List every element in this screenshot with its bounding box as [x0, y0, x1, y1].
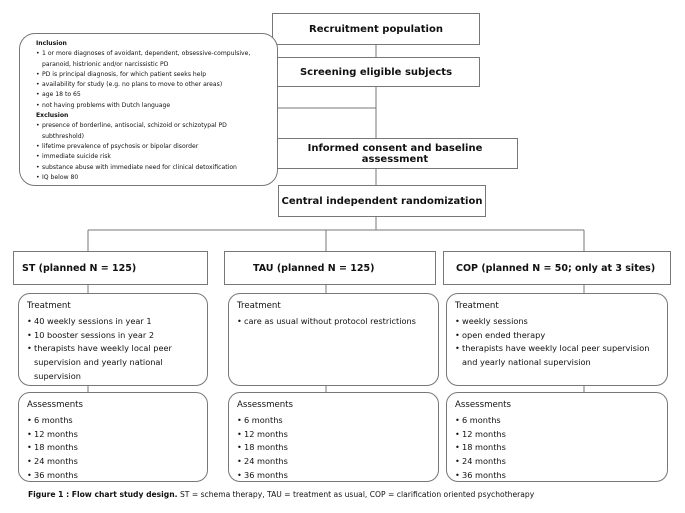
treatment-item: • therapists have weekly local peer supervision and yearly national supervision	[27, 342, 199, 383]
inclusion-heading: Inclusion	[36, 40, 67, 47]
assessment-item: • 36 months	[27, 469, 199, 483]
arm-cop-header	[443, 251, 671, 285]
assessment-item: • 6 months	[455, 414, 659, 428]
arm-cop-treatment-header: Treatment	[455, 301, 499, 311]
exclusion-item: • lifetime prevalence of psychosis or bipolar disorder	[36, 142, 269, 152]
arm-cop-assessments-header: Assessments	[455, 400, 512, 410]
arm-tau-treatment-header: Treatment	[237, 301, 281, 311]
inclusion-item: • availability for study (e.g. no plans to move to other areas)	[36, 80, 269, 90]
arm-cop-assessments-list	[455, 414, 659, 483]
exclusion-item: • substance abuse with immediate need for clinical detoxification	[36, 163, 269, 173]
assessment-item: • 12 months	[237, 428, 430, 442]
recruitment-label: Recruitment population	[309, 23, 443, 35]
arm-cop-treatment-box	[446, 293, 668, 386]
screening-box	[272, 57, 480, 87]
assessment-item: • 24 months	[27, 455, 199, 469]
arm-tau-assessments-header: Assessments	[237, 400, 294, 410]
recruitment-box	[272, 13, 480, 45]
inclusion-item: • not having problems with Dutch language	[36, 101, 269, 111]
randomization-label: Central independent randomization	[281, 195, 483, 207]
assessment-item: • 12 months	[455, 428, 659, 442]
exclusion-item: • immediate suicide risk	[36, 152, 269, 162]
treatment-item: • 40 weekly sessions in year 1	[27, 315, 199, 329]
screening-label: Screening eligible subjects	[299, 66, 453, 78]
inclusion-item: • age 18 to 65	[36, 90, 269, 100]
treatment-item: • care as usual without protocol restrictions	[237, 315, 430, 329]
arm-cop-assessments-box	[446, 392, 668, 482]
arm-cop-title: COP (planned N = 50; only at 3 sites)	[456, 262, 656, 274]
exclusion-heading: Exclusion	[36, 112, 69, 120]
caption-text: ST = schema therapy, TAU = treatment as usual, COP = clarification oriented psychotherapy	[177, 490, 535, 499]
inclusion-item: • 1 or more diagnoses of avoidant, dependent, obsessive-compulsive, paranoid, histrionic and/or narcissistic PD	[36, 49, 269, 70]
assessment-item: • 18 months	[237, 441, 430, 455]
arm-st-treatment-box	[18, 293, 208, 386]
treatment-item: • open ended therapy	[455, 329, 659, 343]
assessment-item: • 18 months	[27, 441, 199, 455]
figure-caption	[28, 490, 534, 499]
assessment-item: • 6 months	[237, 414, 430, 428]
arm-st-treatment-list	[27, 315, 199, 384]
assessment-item: • 36 months	[455, 469, 659, 483]
treatment-item: • weekly sessions	[455, 315, 659, 329]
consent-box	[272, 138, 518, 169]
treatment-item: • 10 booster sessions in year 2	[27, 329, 199, 343]
arm-tau-assessments-box	[228, 392, 439, 482]
randomization-box	[278, 185, 486, 217]
inclusion-list	[36, 49, 269, 111]
assessment-item: • 6 months	[27, 414, 199, 428]
arm-st-title: ST (planned N = 125)	[22, 262, 137, 274]
arm-tau-treatment-box	[228, 293, 439, 386]
assessment-item: • 36 months	[237, 469, 430, 483]
assessment-item: • 24 months	[237, 455, 430, 469]
arm-tau-assessments-list	[237, 414, 430, 483]
caption-title: Figure 1 : Flow chart study design.	[28, 490, 178, 499]
treatment-item: • therapists have weekly local peer supervision and yearly national supervision	[455, 342, 659, 370]
arm-st-treatment-header: Treatment	[27, 301, 71, 311]
inclusion-item: • PD is principal diagnosis, for which patient seeks help	[36, 70, 269, 80]
arm-cop-treatment-list	[455, 315, 659, 370]
exclusion-item: • presence of borderline, antisocial, schizoid or schizotypal PD subthreshold)	[36, 121, 269, 142]
arm-st-assessments-list	[27, 414, 199, 483]
arm-tau-treatment-list	[237, 315, 430, 329]
arm-tau-title: TAU (planned N = 125)	[253, 262, 375, 274]
arm-st-assessments-box	[18, 392, 208, 482]
consent-label: Informed consent and baseline assessment	[307, 142, 483, 165]
assessment-item: • 24 months	[455, 455, 659, 469]
assessment-item: • 18 months	[455, 441, 659, 455]
exclusion-item: • IQ below 80	[36, 173, 269, 183]
arm-st-header	[13, 251, 208, 285]
arm-st-assessments-header: Assessments	[27, 400, 84, 410]
eligibility-criteria-box	[19, 33, 278, 186]
exclusion-list	[36, 121, 269, 183]
assessment-item: • 12 months	[27, 428, 199, 442]
arm-tau-header	[224, 251, 436, 285]
